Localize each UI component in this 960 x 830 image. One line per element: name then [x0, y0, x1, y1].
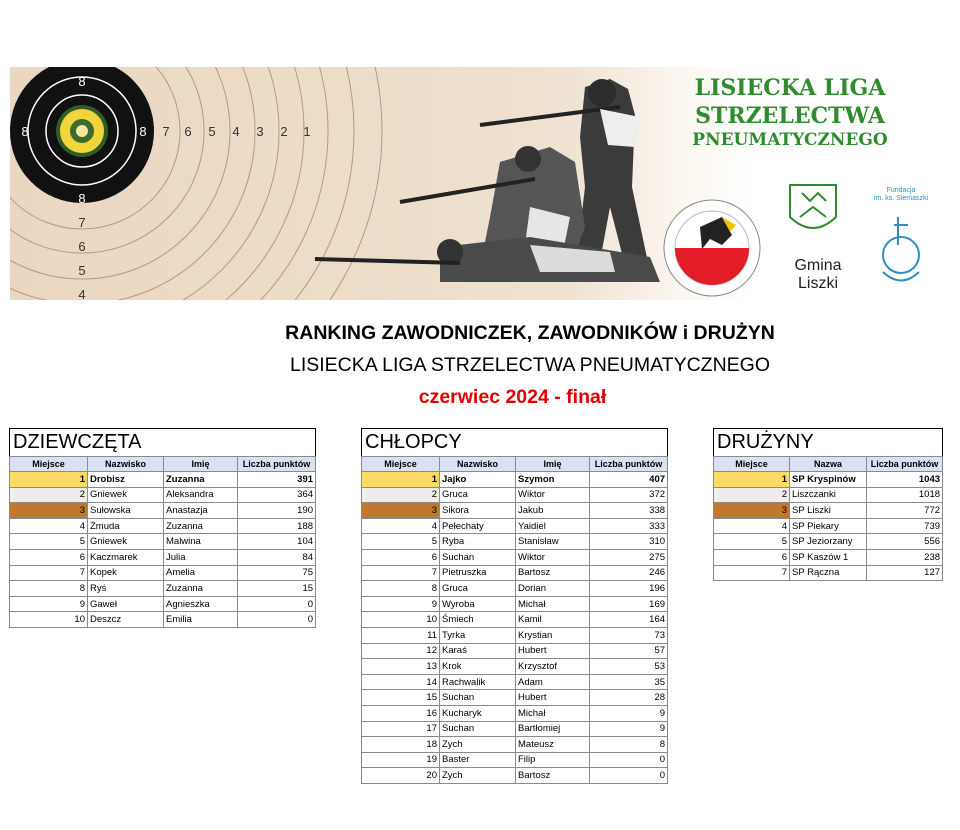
table-cell: 739 [867, 518, 943, 534]
table-cell: Kamil [516, 612, 590, 628]
table-cell: SP Kaszów 1 [790, 549, 867, 565]
column-header: Liczba punktów [590, 457, 668, 472]
table-row [714, 503, 943, 519]
table-row [362, 627, 668, 643]
table-cell: Julia [164, 549, 238, 565]
table-row [10, 487, 316, 503]
table-cell: Michał [516, 705, 590, 721]
target-number: 8 [78, 191, 86, 206]
table-cell: 9 [10, 596, 88, 612]
table-cell: 188 [238, 518, 316, 534]
table-cell: Zych [440, 768, 516, 784]
table-cell: 75 [238, 565, 316, 581]
table-cell: 15 [362, 690, 440, 706]
league-subtitle: LISIECKA LIGA STRZELECTWA PNEUMATYCZNEGO [289, 354, 771, 376]
table-row [10, 518, 316, 534]
target-number: 3 [256, 124, 264, 139]
table-cell: 407 [590, 472, 668, 488]
column-header: Miejsce [10, 457, 88, 472]
fundacja-label-line: Fundacja [886, 187, 916, 194]
table-cell: 5 [714, 534, 790, 550]
table-cell: Deszcz [88, 612, 164, 628]
gmina-liszki-label [778, 257, 858, 294]
table-row [714, 487, 943, 503]
table-cell: Suchan [440, 549, 516, 565]
table-cell: 19 [362, 752, 440, 768]
table-row [362, 690, 668, 706]
table-cell: SP Piekary [790, 518, 867, 534]
table-cell: 4 [362, 518, 440, 534]
table-title: CHŁOPCY [362, 429, 668, 457]
table-cell: 28 [590, 690, 668, 706]
table-cell: 1 [10, 472, 88, 488]
table-cell: 275 [590, 549, 668, 565]
table-cell: 6 [714, 549, 790, 565]
table-cell: 7 [714, 565, 790, 581]
table-cell: 4 [714, 518, 790, 534]
table-cell: Sułowska [88, 503, 164, 519]
table-cell: Yaidiel [516, 518, 590, 534]
table-cell: 3 [10, 503, 88, 519]
table-cell: 12 [362, 643, 440, 659]
table-cell: 338 [590, 503, 668, 519]
table-cell: Amelia [164, 565, 238, 581]
table-cell: Aleksandra [164, 487, 238, 503]
table-cell: Dorian [516, 581, 590, 597]
column-header: Imię [516, 457, 590, 472]
table-cell: Adam [516, 674, 590, 690]
table-cell: 9 [362, 596, 440, 612]
table-cell: 0 [238, 612, 316, 628]
target-number: 8 [139, 124, 147, 139]
target-number: 8 [21, 124, 29, 139]
ranking-title: RANKING ZAWODNICZEK, ZAWODNIKÓW i DRUŻYN [285, 322, 775, 344]
table-cell: 556 [867, 534, 943, 550]
league-title [645, 75, 935, 151]
table-cell: Ryba [440, 534, 516, 550]
table-cell: Zych [440, 737, 516, 753]
table-cell: 1043 [867, 472, 943, 488]
table-cell: Baster [440, 752, 516, 768]
table-cell: 0 [590, 768, 668, 784]
table-cell: Jakub [516, 503, 590, 519]
table-cell: Zuzanna [164, 472, 238, 488]
table-row [362, 534, 668, 550]
table-cell: 5 [10, 534, 88, 550]
table-cell: 238 [867, 549, 943, 565]
column-header: Liczba punktów [238, 457, 316, 472]
table-cell: 8 [362, 581, 440, 597]
table-cell: Żmuda [88, 518, 164, 534]
table-cell: Kucharyk [440, 705, 516, 721]
table-cell: 10 [362, 612, 440, 628]
table-cell: Liszczanki [790, 487, 867, 503]
table-cell: 11 [362, 627, 440, 643]
target-number: 1 [303, 124, 311, 139]
league-title-line: STRZELECTWA [695, 102, 885, 129]
column-header: Miejsce [714, 457, 790, 472]
target-number: 5 [208, 124, 216, 139]
table-cell: Kaczmarek [88, 549, 164, 565]
gmina-label-line: Gmina [794, 257, 842, 274]
league-title-line: PNEUMATYCZNEGO [692, 130, 888, 150]
table-cell: Stanisław [516, 534, 590, 550]
table-cell: 164 [590, 612, 668, 628]
table-cell: Szymon [516, 472, 590, 488]
table-cell: 6 [10, 549, 88, 565]
table-title: DZIEWCZĘTA [10, 429, 316, 457]
table-cell: Hubert [516, 690, 590, 706]
table-row [714, 549, 943, 565]
table-row [10, 549, 316, 565]
table-row [362, 721, 668, 737]
table-cell: Bartosz [516, 768, 590, 784]
table-cell: Gruca [440, 487, 516, 503]
table-cell: 0 [590, 752, 668, 768]
table-cell: Rachwalik [440, 674, 516, 690]
table-cell: 3 [362, 503, 440, 519]
target-number: 8 [78, 74, 86, 89]
table-cell: 333 [590, 518, 668, 534]
table-cell: 246 [590, 565, 668, 581]
table-cell: 772 [867, 503, 943, 519]
table-row [10, 503, 316, 519]
table-cell: 310 [590, 534, 668, 550]
table-cell: 1 [714, 472, 790, 488]
table-cell: 2 [10, 487, 88, 503]
table-cell: Anastazja [164, 503, 238, 519]
target-number: 4 [78, 287, 86, 300]
table-row [10, 581, 316, 597]
table-cell: 14 [362, 674, 440, 690]
table-cell: 372 [590, 487, 668, 503]
table-cell: Śmiech [440, 612, 516, 628]
table-cell: 18 [362, 737, 440, 753]
table-cell: Wiktor [516, 549, 590, 565]
table-cell: Jajko [440, 472, 516, 488]
target-number: 6 [184, 124, 192, 139]
table-row [362, 503, 668, 519]
table-cell: Agnieszka [164, 596, 238, 612]
orlat-logo [664, 200, 760, 296]
table-cell: Pietruszka [440, 565, 516, 581]
table-cell: 16 [362, 705, 440, 721]
table-cell: Suchan [440, 690, 516, 706]
target-number: 7 [162, 124, 170, 139]
gmina-liszki-emblem [790, 185, 836, 228]
table-cell: 2 [362, 487, 440, 503]
table-row [362, 737, 668, 753]
table-cell: 127 [867, 565, 943, 581]
table-row [362, 643, 668, 659]
table-cell: Krok [440, 659, 516, 675]
table-cell: Zuzanna [164, 581, 238, 597]
table-row [362, 752, 668, 768]
table-cell: 364 [238, 487, 316, 503]
table-cell: Kopek [88, 565, 164, 581]
table-cell: 73 [590, 627, 668, 643]
boys-rows [362, 472, 668, 784]
target-number: 4 [232, 124, 240, 139]
league-title-line: LISIECKA LIGA [694, 75, 886, 101]
teams-ranking-table [713, 428, 943, 581]
table-cell: 7 [362, 565, 440, 581]
table-cell: 6 [362, 549, 440, 565]
table-cell: SP Liszki [790, 503, 867, 519]
table-cell: 10 [10, 612, 88, 628]
table-cell: 84 [238, 549, 316, 565]
shooters-illustration [315, 79, 660, 282]
table-row [10, 565, 316, 581]
table-row [714, 534, 943, 550]
column-header: Nazwisko [440, 457, 516, 472]
target-number: 7 [78, 215, 86, 230]
fundacja-label [866, 187, 936, 204]
table-cell: 3 [714, 503, 790, 519]
table-row [362, 472, 668, 488]
table-cell: 104 [238, 534, 316, 550]
table-cell: Karaś [440, 643, 516, 659]
table-cell: Suchan [440, 721, 516, 737]
table-cell: 1 [362, 472, 440, 488]
table-cell: Gaweł [88, 596, 164, 612]
table-cell: Gniewek [88, 487, 164, 503]
table-cell: SP Jeziorzany [790, 534, 867, 550]
table-row [362, 581, 668, 597]
table-cell: Krystian [516, 627, 590, 643]
table-cell: 0 [238, 596, 316, 612]
table-row [362, 549, 668, 565]
table-cell: Ryś [88, 581, 164, 597]
table-row [362, 518, 668, 534]
table-cell: Gruca [440, 581, 516, 597]
table-cell: Bartłomiej [516, 721, 590, 737]
table-cell: 9 [590, 721, 668, 737]
table-cell: 8 [590, 737, 668, 753]
fundacja-logo [883, 217, 919, 281]
table-cell: Krzysztof [516, 659, 590, 675]
table-row [10, 612, 316, 628]
column-header: Nazwa [790, 457, 867, 472]
table-cell: Pełechaty [440, 518, 516, 534]
table-cell: 35 [590, 674, 668, 690]
table-row [362, 596, 668, 612]
table-row [714, 518, 943, 534]
table-row [714, 565, 943, 581]
column-header: Nazwisko [88, 457, 164, 472]
table-row [362, 768, 668, 784]
table-row [362, 674, 668, 690]
table-cell: Hubert [516, 643, 590, 659]
fundacja-label-line: im. ks. Siemaszki [873, 195, 929, 203]
girls-rows [10, 472, 316, 628]
table-cell: Zuzanna [164, 518, 238, 534]
table-cell: 1018 [867, 487, 943, 503]
table-row [10, 472, 316, 488]
table-cell: 15 [238, 581, 316, 597]
girls-ranking-table [9, 428, 316, 628]
gmina-label-line: Liszki [797, 275, 838, 293]
table-cell: Gniewek [88, 534, 164, 550]
table-cell: Wiktor [516, 487, 590, 503]
table-cell: Malwina [164, 534, 238, 550]
table-row [10, 596, 316, 612]
table-cell: 190 [238, 503, 316, 519]
table-cell: SP Rączna [790, 565, 867, 581]
table-row [362, 565, 668, 581]
table-row [714, 472, 943, 488]
target-number: 2 [280, 124, 288, 139]
table-row [362, 659, 668, 675]
table-cell: Sikora [440, 503, 516, 519]
column-header: Liczba punktów [867, 457, 943, 472]
table-cell: Emilia [164, 612, 238, 628]
table-cell: Mateusz [516, 737, 590, 753]
table-cell: 196 [590, 581, 668, 597]
table-cell: Drobisz [88, 472, 164, 488]
table-cell: 5 [362, 534, 440, 550]
table-cell: 8 [10, 581, 88, 597]
date-subtitle: czerwiec 2024 - finał [418, 386, 607, 408]
table-cell: 391 [238, 472, 316, 488]
table-cell: 2 [714, 487, 790, 503]
table-cell: 7 [10, 565, 88, 581]
table-cell: Tyrka [440, 627, 516, 643]
table-cell: SP Kryspinów [790, 472, 867, 488]
table-row [10, 534, 316, 550]
header-banner [10, 67, 940, 300]
table-row [362, 705, 668, 721]
target-number: 5 [78, 263, 86, 278]
table-cell: 17 [362, 721, 440, 737]
target-number: 6 [78, 239, 86, 254]
target-rings [10, 67, 382, 300]
table-cell: Wyroba [440, 596, 516, 612]
table-cell: 53 [590, 659, 668, 675]
table-row [362, 612, 668, 628]
table-cell: 4 [10, 518, 88, 534]
table-row [362, 487, 668, 503]
table-cell: 20 [362, 768, 440, 784]
table-cell: Bartosz [516, 565, 590, 581]
table-cell: 169 [590, 596, 668, 612]
boys-ranking-table [361, 428, 668, 784]
table-cell: 9 [590, 705, 668, 721]
table-title: DRUŻYNY [714, 429, 943, 457]
teams-rows [714, 472, 943, 581]
column-header: Miejsce [362, 457, 440, 472]
table-cell: 57 [590, 643, 668, 659]
table-cell: Filip [516, 752, 590, 768]
column-header: Imię [164, 457, 238, 472]
table-cell: Michał [516, 596, 590, 612]
table-cell: 13 [362, 659, 440, 675]
